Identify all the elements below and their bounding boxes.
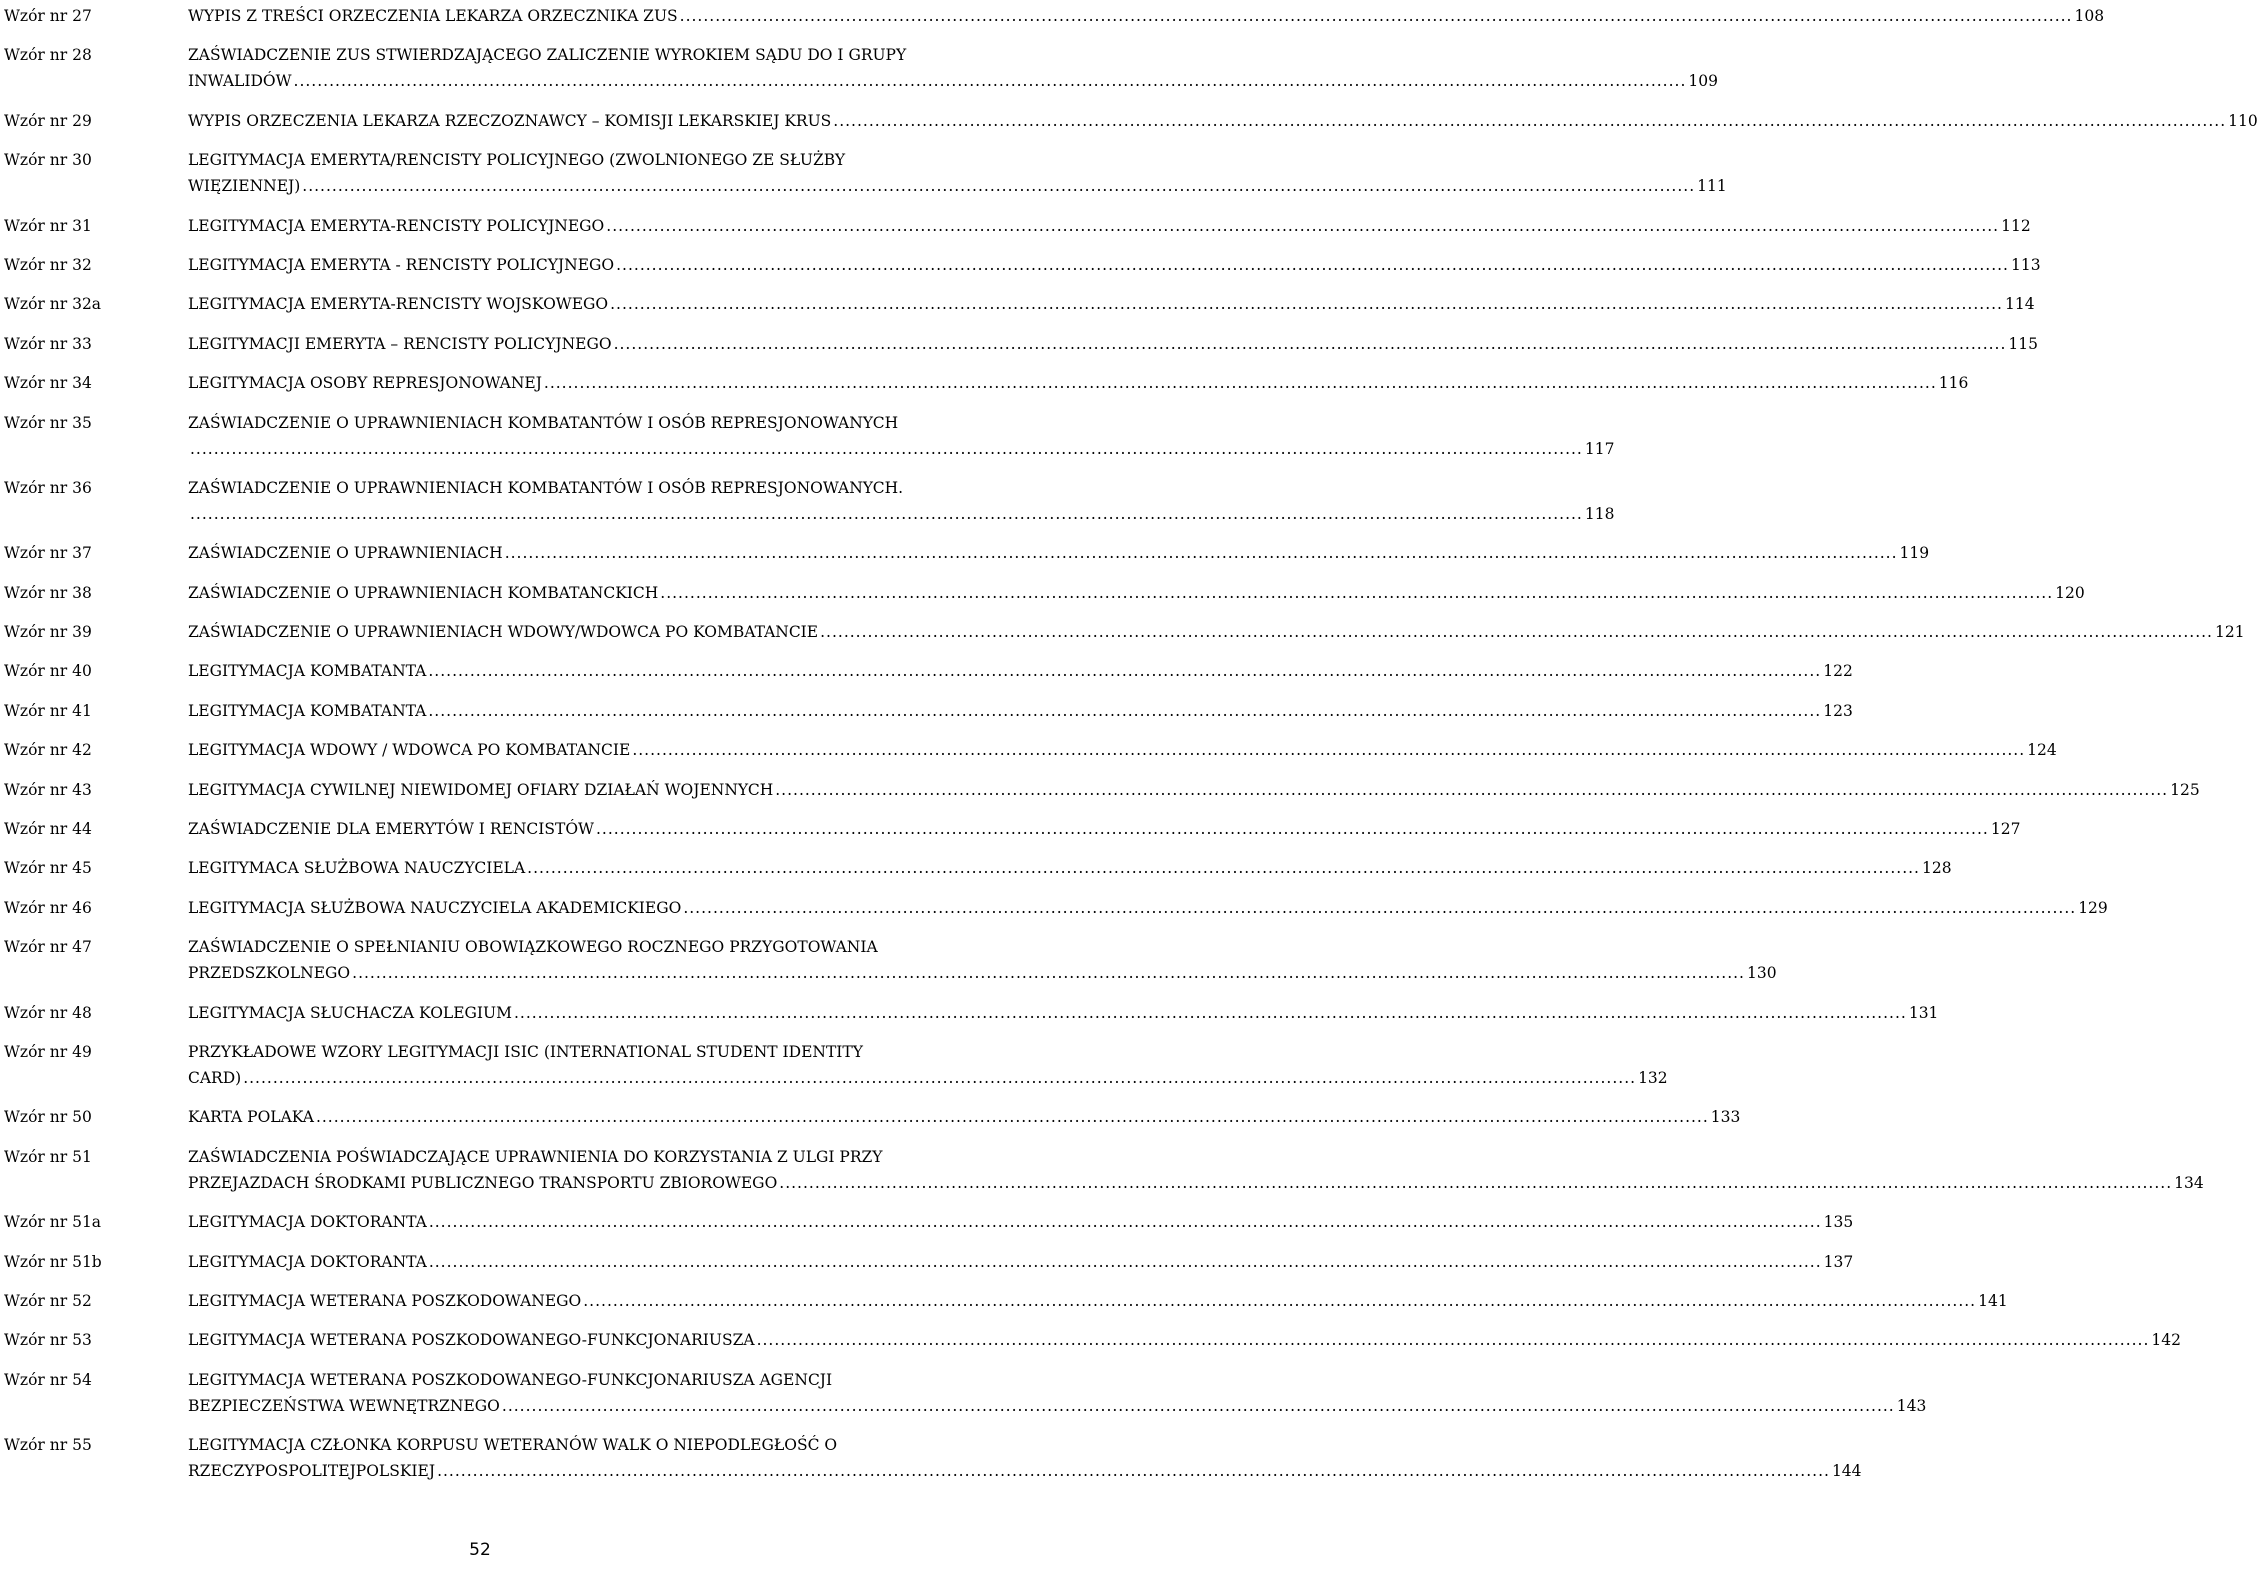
toc-entry-title [188, 410, 1615, 462]
dot-leader [544, 370, 1937, 396]
toc-entry-title-line: ZAŚWIADCZENIE O UPRAWNIENIACH KOMBATANCKICH [188, 583, 659, 602]
toc-entry-page: 132 [1638, 1068, 1668, 1087]
toc-entry-page: 114 [2004, 295, 2035, 314]
toc-entry-title [188, 213, 2031, 239]
dot-leader [502, 1393, 1895, 1419]
toc-entry[interactable] [4, 1327, 2182, 1353]
toc-entry-label: Wzór nr 45 [4, 859, 92, 878]
toc-entry-title [188, 580, 2085, 606]
toc-entry-title-line: LEGITYMACJA OSOBY REPRESJONOWANEJ [188, 374, 542, 393]
toc-entry-title [188, 108, 2258, 134]
toc-entry-title-line: KARTA POLAKA [188, 1108, 314, 1127]
toc-entry-title-line: WYPIS Z TREŚCI ORZECZENIA LEKARZA ORZECZNIKA ZUS [188, 7, 678, 25]
toc-entry-label: Wzór nr 55 [4, 1436, 92, 1455]
toc-entry-title [188, 619, 2245, 645]
dot-leader [614, 331, 2007, 357]
toc-entry-leader-line [188, 619, 2245, 645]
toc-entry-label: Wzór nr 52 [4, 1291, 92, 1310]
toc-entry-leader-line [188, 1000, 1939, 1026]
toc-entry-leader-line [188, 1249, 1854, 1275]
toc-entry-title-line: LEGITYMACJA EMERYTA-RENCISTY WOJSKOWEGO [188, 295, 609, 314]
toc-entry-title [188, 1432, 1862, 1484]
toc-entry-leader-line [188, 501, 1615, 527]
toc-entry[interactable] [4, 698, 1853, 724]
toc-entry-title [188, 370, 1969, 396]
toc-entry-title-line: LEGITYMACJA WETERANA POSZKODOWANEGO [188, 1291, 582, 1310]
dot-leader [429, 1209, 1822, 1235]
toc-entry-label: Wzór nr 42 [4, 741, 92, 760]
toc-entry-title-line: LEGITYMACJA WDOWY / WDOWCA PO KOMBATANCIE [188, 741, 631, 760]
toc-entry-leader-line [188, 777, 2200, 803]
toc-entry-leader-line [188, 1393, 1927, 1419]
toc-entry-title [188, 3, 2105, 29]
toc-entry-leader-line [188, 3, 2105, 29]
toc-entry[interactable] [4, 1104, 1741, 1130]
toc-entry-leader-line [188, 580, 2085, 606]
dot-leader [583, 1288, 1976, 1314]
toc-entry[interactable] [4, 1209, 1854, 1235]
toc-entry-label: Wzór nr 30 [4, 151, 92, 170]
toc-entry-page: 117 [1584, 439, 1615, 458]
toc-entry-title-line: ZAŚWIADCZENIE O UPRAWNIENIACH WDOWY/WDOWCA PO KOMBATANCIE [188, 623, 819, 642]
toc-entry-title-line: LEGITYMACJA KOMBATANTA [188, 662, 427, 681]
toc-entry-page: 129 [2078, 898, 2108, 917]
toc-entry-page: 111 [1697, 177, 1727, 196]
toc-entry-title-line: ZAŚWIADCZENIA POŚWIADCZAJĄCE UPRAWNIENIA DO KORZYSTANIA Z ULGI PRZY [188, 1147, 883, 1166]
toc-entry-title [188, 737, 2057, 763]
dot-leader [352, 960, 1745, 986]
toc-entry[interactable] [4, 1249, 1854, 1275]
toc-entry-label: Wzór nr 54 [4, 1370, 92, 1389]
toc-entry-title-line: LEGITYMACJA EMERYTA-RENCISTY POLICYJNEGO [188, 216, 605, 235]
toc-entry-leader-line [188, 1327, 2182, 1353]
toc-entry-title-line: WIĘZIENNEJ) [188, 177, 301, 196]
toc-entry[interactable] [4, 213, 2031, 239]
dot-leader [632, 737, 2025, 763]
toc-entry[interactable] [4, 1367, 1927, 1419]
toc-entry-title-line: WYPIS ORZECZENIA LEKARZA RZECZOZNAWCY – KOMISJI LEKARSKIEJ KRUS [188, 111, 832, 130]
dot-leader [610, 291, 2003, 317]
toc-entry-title-line: LEGITYMACJA SŁUCHACZA KOLEGIUM [188, 1003, 512, 1022]
toc-entry-page: 112 [2001, 216, 2031, 235]
toc-entry-title-line: INWALIDÓW [188, 72, 292, 91]
toc-entry[interactable] [4, 147, 1727, 199]
toc-entry-title [188, 1144, 2204, 1196]
toc-entry-label: Wzór nr 43 [4, 780, 92, 799]
toc-entry[interactable] [4, 737, 2057, 763]
toc-entry-leader-line [188, 370, 1969, 396]
toc-entry-title-line: LEGITYMACJA KOMBATANTA [188, 701, 427, 720]
toc-entry-title [188, 475, 1615, 527]
toc-entry[interactable] [4, 1000, 1939, 1026]
toc-entry-label: Wzór nr 36 [4, 478, 92, 497]
toc-entry-title [188, 895, 2108, 921]
toc-entry-title-line: ZAŚWIADCZENIE O UPRAWNIENIACH KOMBATANTÓW I OSÓB REPRESJONOWANYCH [188, 413, 899, 432]
toc-entry-label: Wzór nr 34 [4, 374, 92, 393]
toc-entry[interactable] [4, 658, 1853, 684]
toc-entry-title-line: ZAŚWIADCZENIE O UPRAWNIENIACH KOMBATANTÓW I OSÓB REPRESJONOWANYCH. [188, 478, 904, 497]
toc-entry-title [188, 147, 1727, 199]
toc-entry-title [188, 816, 2021, 842]
toc-entry-leader-line [188, 252, 2041, 278]
toc-entry-title [188, 540, 1930, 566]
toc-entry[interactable] [4, 108, 2258, 134]
toc-entry-label: Wzór nr 28 [4, 46, 92, 65]
toc-entry-leader-line [188, 658, 1853, 684]
toc-entry[interactable] [4, 540, 1930, 566]
toc-entry-title [188, 698, 1853, 724]
toc-entry-label: Wzór nr 53 [4, 1331, 92, 1350]
toc-entry-title-line: LEGITYMACJA DOKTORANTA [188, 1213, 427, 1232]
toc-entry[interactable] [4, 475, 1615, 527]
toc-entry[interactable] [4, 855, 1952, 881]
dot-leader [616, 252, 2009, 278]
toc-entry-leader-line [188, 698, 1853, 724]
toc-entry[interactable] [4, 42, 1718, 94]
toc-entry[interactable] [4, 816, 2021, 842]
toc-entry-title-line: ZAŚWIADCZENIE ZUS STWIERDZAJĄCEGO ZALICZENIE WYROKIEM SĄDU DO I GRUPY [188, 46, 907, 65]
toc-entry[interactable] [4, 252, 2041, 278]
toc-entry-leader-line [188, 108, 2258, 134]
toc-entry-title [188, 1104, 1741, 1130]
toc-entry-page: 128 [1922, 859, 1952, 878]
toc-entry-title [188, 855, 1952, 881]
toc-entry-page: 143 [1896, 1396, 1927, 1415]
toc-entry-page: 141 [1978, 1291, 2008, 1310]
toc-entry-title [188, 1209, 1854, 1235]
toc-entry-leader-line [188, 737, 2057, 763]
toc-entry-title [188, 1000, 1939, 1026]
toc-entry-page: 118 [1584, 504, 1615, 523]
dot-leader [243, 1065, 1636, 1091]
toc-entry-leader-line [188, 173, 1727, 199]
toc-entry-page: 120 [2055, 583, 2085, 602]
toc-entry-page: 133 [1710, 1108, 1741, 1127]
toc-entry-label: Wzór nr 44 [4, 820, 92, 839]
dot-leader [190, 501, 1583, 527]
dot-leader [428, 658, 1821, 684]
toc-entry-label: Wzór nr 40 [4, 662, 92, 681]
toc-entry-label: Wzór nr 51b [4, 1252, 102, 1271]
toc-entry-leader-line [188, 816, 2021, 842]
toc-entry-leader-line [188, 1065, 1668, 1091]
toc-entry[interactable] [4, 1144, 2204, 1196]
dot-leader [302, 173, 1695, 199]
toc-entry-page: 144 [1831, 1462, 1862, 1481]
toc-entry-label: Wzór nr 47 [4, 938, 92, 957]
toc-entry-title [188, 291, 2035, 317]
toc-entry-label: Wzór nr 32 [4, 255, 92, 274]
toc-entry-title-line: LEGITYMACJA WETERANA POSZKODOWANEGO-FUNKCJONARIUSZA [188, 1331, 755, 1350]
toc-entry[interactable] [4, 3, 2105, 29]
toc-entry-title [188, 777, 2200, 803]
toc-entry-page: 135 [1823, 1213, 1854, 1232]
toc-entry-title [188, 42, 1718, 94]
toc-entry-leader-line [188, 1209, 1854, 1235]
toc-entry-page: 119 [1899, 544, 1930, 563]
toc-entry-title-line: LEGITYMACJA CZŁONKA KORPUSU WETERANÓW WALK O NIEPODLEGŁOŚĆ O [188, 1436, 838, 1455]
toc-entry[interactable] [4, 370, 1969, 396]
toc-entry-page: 110 [2228, 111, 2258, 130]
dot-leader [428, 698, 1821, 724]
dot-leader [437, 1458, 1830, 1484]
toc-entry-page: 134 [2174, 1173, 2204, 1192]
toc-entry[interactable] [4, 331, 2039, 357]
toc-entry-label: Wzór nr 29 [4, 111, 92, 130]
page-number: 52 [469, 1540, 491, 1560]
toc-entry[interactable] [4, 1288, 2008, 1314]
toc-entry-label: Wzór nr 31 [4, 216, 92, 235]
toc-entry-title-line: LEGITYMACJA EMERYTA/RENCISTY POLICYJNEGO (ZWOLNIONEGO ZE SŁUŻBY [188, 151, 846, 170]
toc-entry-title-line: PRZEDSZKOLNEGO [188, 964, 351, 983]
toc-entry-label: Wzór nr 50 [4, 1108, 92, 1127]
toc-entry-label: Wzór nr 46 [4, 898, 92, 917]
dot-leader [779, 1170, 2172, 1196]
toc-entry-title [188, 1249, 1854, 1275]
toc-entry[interactable] [4, 895, 2108, 921]
toc-entry-page: 116 [1938, 374, 1969, 393]
toc-entry-label: Wzór nr 33 [4, 334, 92, 353]
toc-entry-label: Wzór nr 32a [4, 295, 102, 314]
toc-entry[interactable] [4, 619, 2245, 645]
toc-entry-leader-line [188, 855, 1952, 881]
toc-entry-label: Wzór nr 35 [4, 413, 92, 432]
toc-entry-page: 137 [1823, 1252, 1854, 1271]
toc-entry-leader-line [188, 1458, 1862, 1484]
toc-entry-title [188, 1039, 1668, 1091]
toc-entry-title-line: LEGITYMACA SŁUŻBOWA NAUCZYCIELA [188, 859, 526, 878]
toc-entry-title-line: PRZEJAZDACH ŚRODKAMI PUBLICZNEGO TRANSPORTU ZBIOROWEGO [188, 1173, 778, 1192]
toc-entry-page: 131 [1908, 1003, 1939, 1022]
dot-leader [757, 1327, 2150, 1353]
toc-entry-title-line: LEGITYMACJA DOKTORANTA [188, 1252, 427, 1271]
dot-leader [596, 816, 1989, 842]
toc-entry-label: Wzór nr 48 [4, 1003, 92, 1022]
toc-entry-page: 142 [2151, 1331, 2182, 1350]
dot-leader [660, 580, 2053, 606]
toc-entry-leader-line [188, 331, 2039, 357]
toc-entry-label: Wzór nr 39 [4, 623, 92, 642]
dot-leader [505, 540, 1898, 566]
toc-entry-label: Wzór nr 49 [4, 1042, 92, 1061]
toc-entry[interactable] [4, 934, 1777, 986]
toc-entry-leader-line [188, 1104, 1741, 1130]
toc-entry-page: 109 [1688, 72, 1718, 91]
toc-entry-label: Wzór nr 37 [4, 544, 92, 563]
toc-entry-page: 108 [2074, 7, 2105, 25]
toc-entry-title [188, 934, 1777, 986]
toc-entry-title-line: ZAŚWIADCZENIE DLA EMERYTÓW I RENCISTÓW [188, 820, 594, 839]
table-of-contents [4, 3, 2258, 1498]
toc-entry-leader-line [188, 291, 2035, 317]
dot-leader [316, 1104, 1709, 1130]
toc-entry-title-line: ZAŚWIADCZENIE O UPRAWNIENIACH [188, 544, 503, 563]
toc-entry-leader-line [188, 540, 1930, 566]
toc-entry-title-line: PRZYKŁADOWE WZORY LEGITYMACJI ISIC (INTERNATIONAL STUDENT IDENTITY [188, 1042, 863, 1061]
toc-entry-title-line: CARD) [188, 1068, 242, 1087]
toc-entry-title-line: LEGITYMACJA EMERYTA - RENCISTY POLICYJNEGO [188, 255, 615, 274]
dot-leader [680, 3, 2073, 29]
toc-entry-label: Wzór nr 51 [4, 1147, 92, 1166]
toc-entry-title [188, 658, 1853, 684]
toc-entry[interactable] [4, 1039, 1668, 1091]
toc-entry-page: 124 [2027, 741, 2057, 760]
toc-entry[interactable] [4, 410, 1615, 462]
toc-entry-page: 123 [1823, 701, 1853, 720]
toc-entry[interactable] [4, 1432, 1862, 1484]
toc-entry-label: Wzór nr 38 [4, 583, 92, 602]
toc-entry-leader-line [188, 895, 2108, 921]
toc-entry-leader-line [188, 436, 1615, 462]
dot-leader [775, 777, 2168, 803]
toc-entry-leader-line [188, 68, 1718, 94]
dot-leader [683, 895, 2076, 921]
dot-leader [190, 436, 1583, 462]
dot-leader [294, 68, 1687, 94]
toc-entry-title-line: BEZPIECZEŃSTWA WEWNĘTRZNEGO [188, 1396, 500, 1415]
toc-entry-page: 130 [1747, 964, 1777, 983]
toc-entry-label: Wzór nr 51a [4, 1213, 102, 1232]
toc-entry-title-line: RZECZYPOSPOLITEJPOLSKIEJ [188, 1462, 436, 1481]
toc-entry-title [188, 1367, 1927, 1419]
toc-entry-title-line: LEGITYMACJA SŁUŻBOWA NAUCZYCIELA AKADEMICKIEGO [188, 898, 682, 917]
toc-entry-leader-line [188, 1170, 2204, 1196]
toc-entry[interactable] [4, 291, 2035, 317]
toc-entry[interactable] [4, 777, 2200, 803]
toc-entry-title [188, 252, 2041, 278]
toc-entry-leader-line [188, 960, 1777, 986]
dot-leader [527, 855, 1920, 881]
toc-entry-label: Wzór nr 41 [4, 701, 92, 720]
toc-entry-title-line: LEGITYMACJA WETERANA POSZKODOWANEGO-FUNKCJONARIUSZA AGENCJI [188, 1370, 833, 1389]
toc-entry-title [188, 1288, 2008, 1314]
toc-entry-title-line: LEGITYMACJA CYWILNEJ NIEWIDOMEJ OFIARY DZIAŁAŃ WOJENNYCH [188, 780, 774, 799]
toc-entry-title-line: LEGITYMACJI EMERYTA – RENCISTY POLICYJNEGO [188, 334, 612, 353]
dot-leader [514, 1000, 1907, 1026]
toc-entry-page: 127 [1990, 820, 2021, 839]
toc-entry-leader-line [188, 1288, 2008, 1314]
toc-entry-title [188, 331, 2039, 357]
toc-entry-page: 125 [2170, 780, 2200, 799]
toc-entry-page: 113 [2010, 255, 2041, 274]
dot-leader [429, 1249, 1822, 1275]
toc-entry-page: 122 [1823, 662, 1853, 681]
toc-entry-page: 115 [2008, 334, 2039, 353]
toc-entry-page: 121 [2214, 623, 2245, 642]
toc-entry-title-line: ZAŚWIADCZENIE O SPEŁNIANIU OBOWIĄZKOWEGO ROCZNEGO PRZYGOTOWANIA [188, 938, 878, 957]
toc-entry-label: Wzór nr 27 [4, 7, 92, 25]
toc-entry-title [188, 1327, 2182, 1353]
dot-leader [833, 108, 2226, 134]
dot-leader [820, 619, 2213, 645]
toc-entry-leader-line [188, 213, 2031, 239]
toc-entry[interactable] [4, 580, 2085, 606]
dot-leader [606, 213, 1999, 239]
